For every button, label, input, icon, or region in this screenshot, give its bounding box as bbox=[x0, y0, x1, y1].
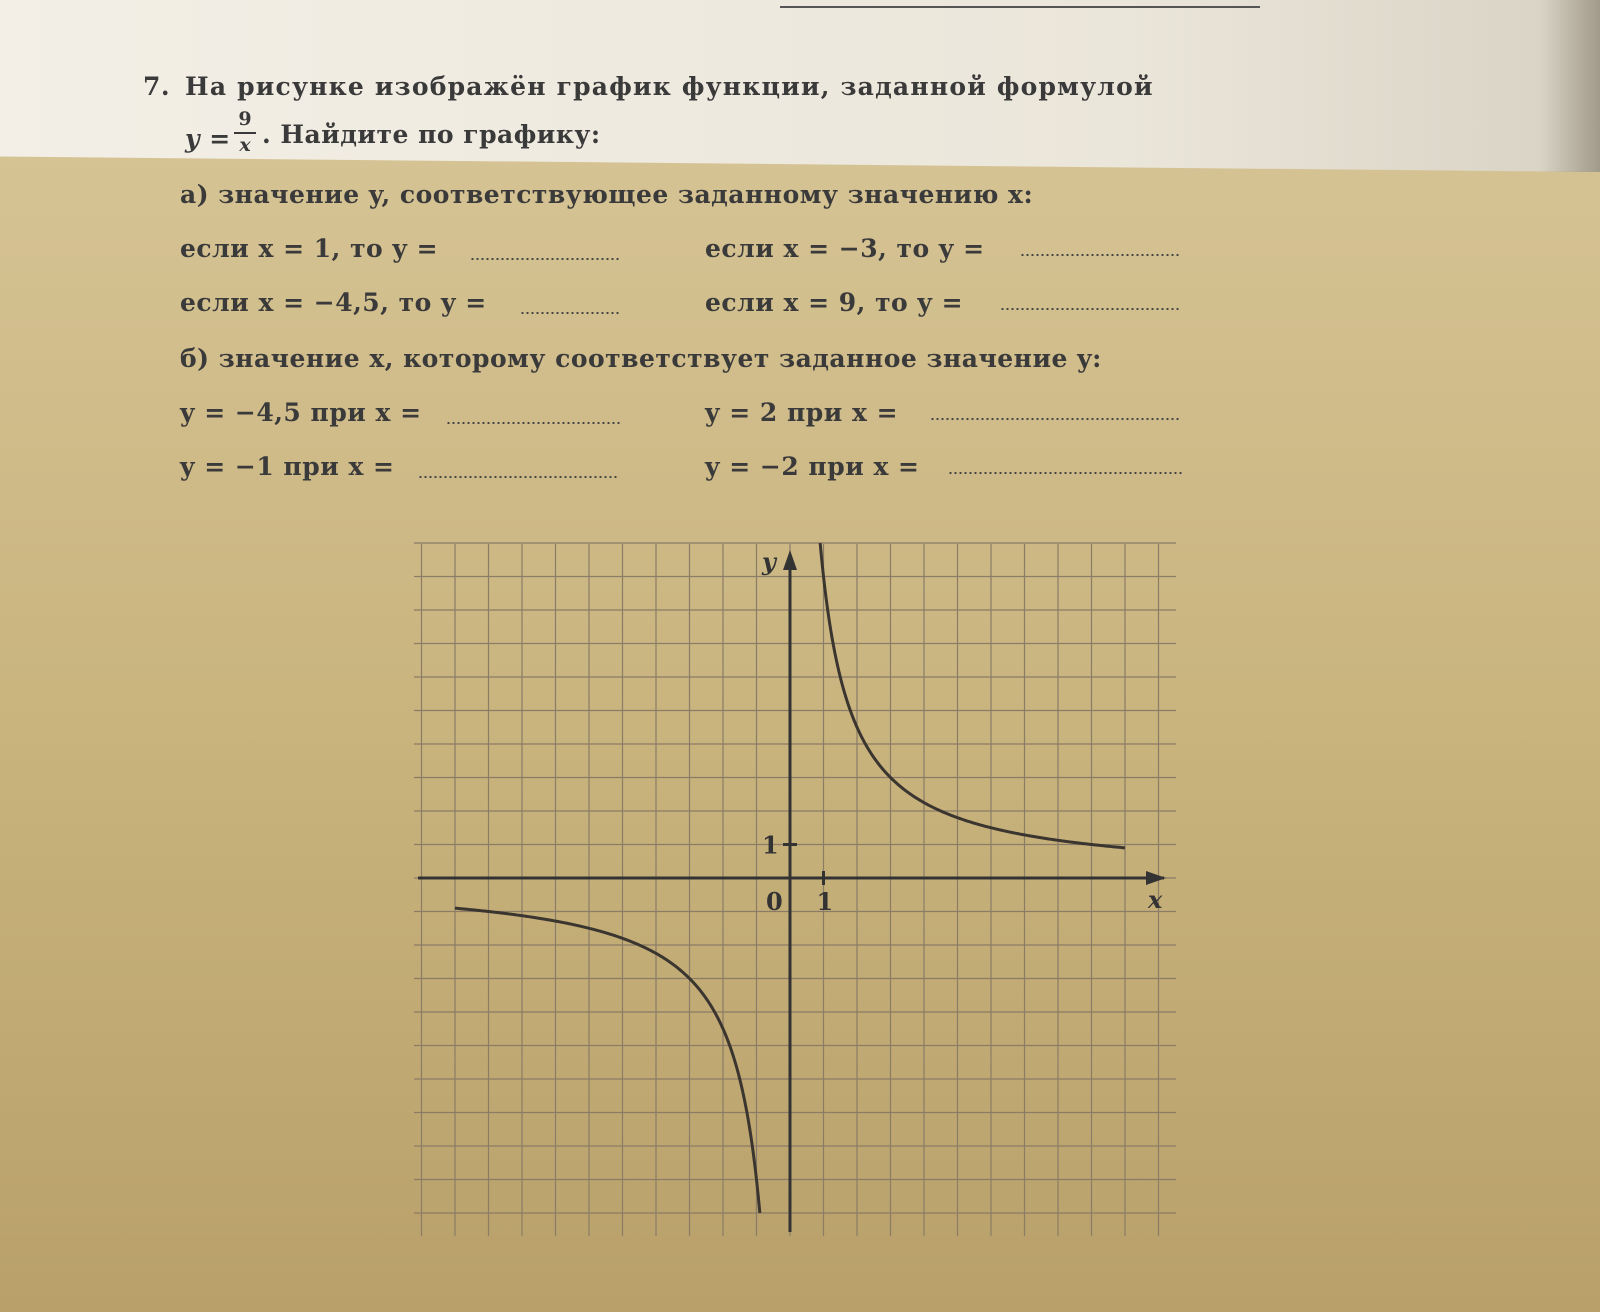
part-a-item: если x = 1, то y = bbox=[180, 234, 439, 263]
answer-line[interactable] bbox=[446, 422, 620, 424]
answer-line[interactable] bbox=[1020, 254, 1180, 256]
grid bbox=[414, 543, 1176, 1236]
curve-branch-negative bbox=[455, 908, 760, 1213]
part-b-item: y = −2 при x = bbox=[705, 452, 920, 481]
y-axis-label: y bbox=[762, 547, 776, 576]
page-edge-shadow bbox=[1540, 0, 1600, 172]
answer-line[interactable] bbox=[418, 476, 618, 478]
y-tick-label: 1 bbox=[762, 830, 779, 860]
part-b-header: б) значение x, которому соответствует заданное значение y: bbox=[180, 344, 1102, 373]
formula-lhs: y = bbox=[185, 124, 231, 153]
part-a-header: а) значение y, соответствующее заданному значению x: bbox=[180, 180, 1034, 209]
part-b-item: y = 2 при x = bbox=[705, 398, 899, 427]
x-tick-label: 1 bbox=[816, 887, 834, 916]
part-b-item: y = −1 при x = bbox=[180, 452, 395, 481]
answer-line[interactable] bbox=[520, 312, 620, 314]
axes bbox=[418, 550, 1166, 1232]
formula-denominator: x bbox=[239, 134, 251, 156]
answer-boxes-edge bbox=[780, 0, 1260, 8]
curve-branch-positive bbox=[820, 543, 1125, 848]
formula-numerator: 9 bbox=[238, 108, 252, 130]
part-a-item: если x = 9, то y = bbox=[705, 288, 964, 317]
part-a-item: если x = −3, то y = bbox=[705, 234, 985, 263]
answer-line[interactable] bbox=[930, 418, 1180, 420]
task-number: 7. bbox=[143, 72, 171, 101]
x-axis-arrow bbox=[1146, 871, 1166, 885]
answer-line[interactable] bbox=[1000, 308, 1180, 310]
hyperbola-graph bbox=[410, 540, 1180, 1240]
x-axis-label: x bbox=[1148, 885, 1163, 914]
origin-label: 0 bbox=[766, 887, 783, 916]
y-axis-arrow bbox=[783, 550, 797, 570]
task-intro-end: . Найдите по графику: bbox=[262, 120, 601, 149]
part-b-item: y = −4,5 при x = bbox=[180, 398, 422, 427]
answer-line[interactable] bbox=[948, 472, 1182, 474]
answer-line[interactable] bbox=[470, 258, 620, 260]
task-intro: На рисунке изображён график функции, заданной формулой bbox=[185, 72, 1154, 101]
axis-labels bbox=[761, 547, 1163, 916]
part-a-item: если x = −4,5, то y = bbox=[180, 288, 487, 317]
